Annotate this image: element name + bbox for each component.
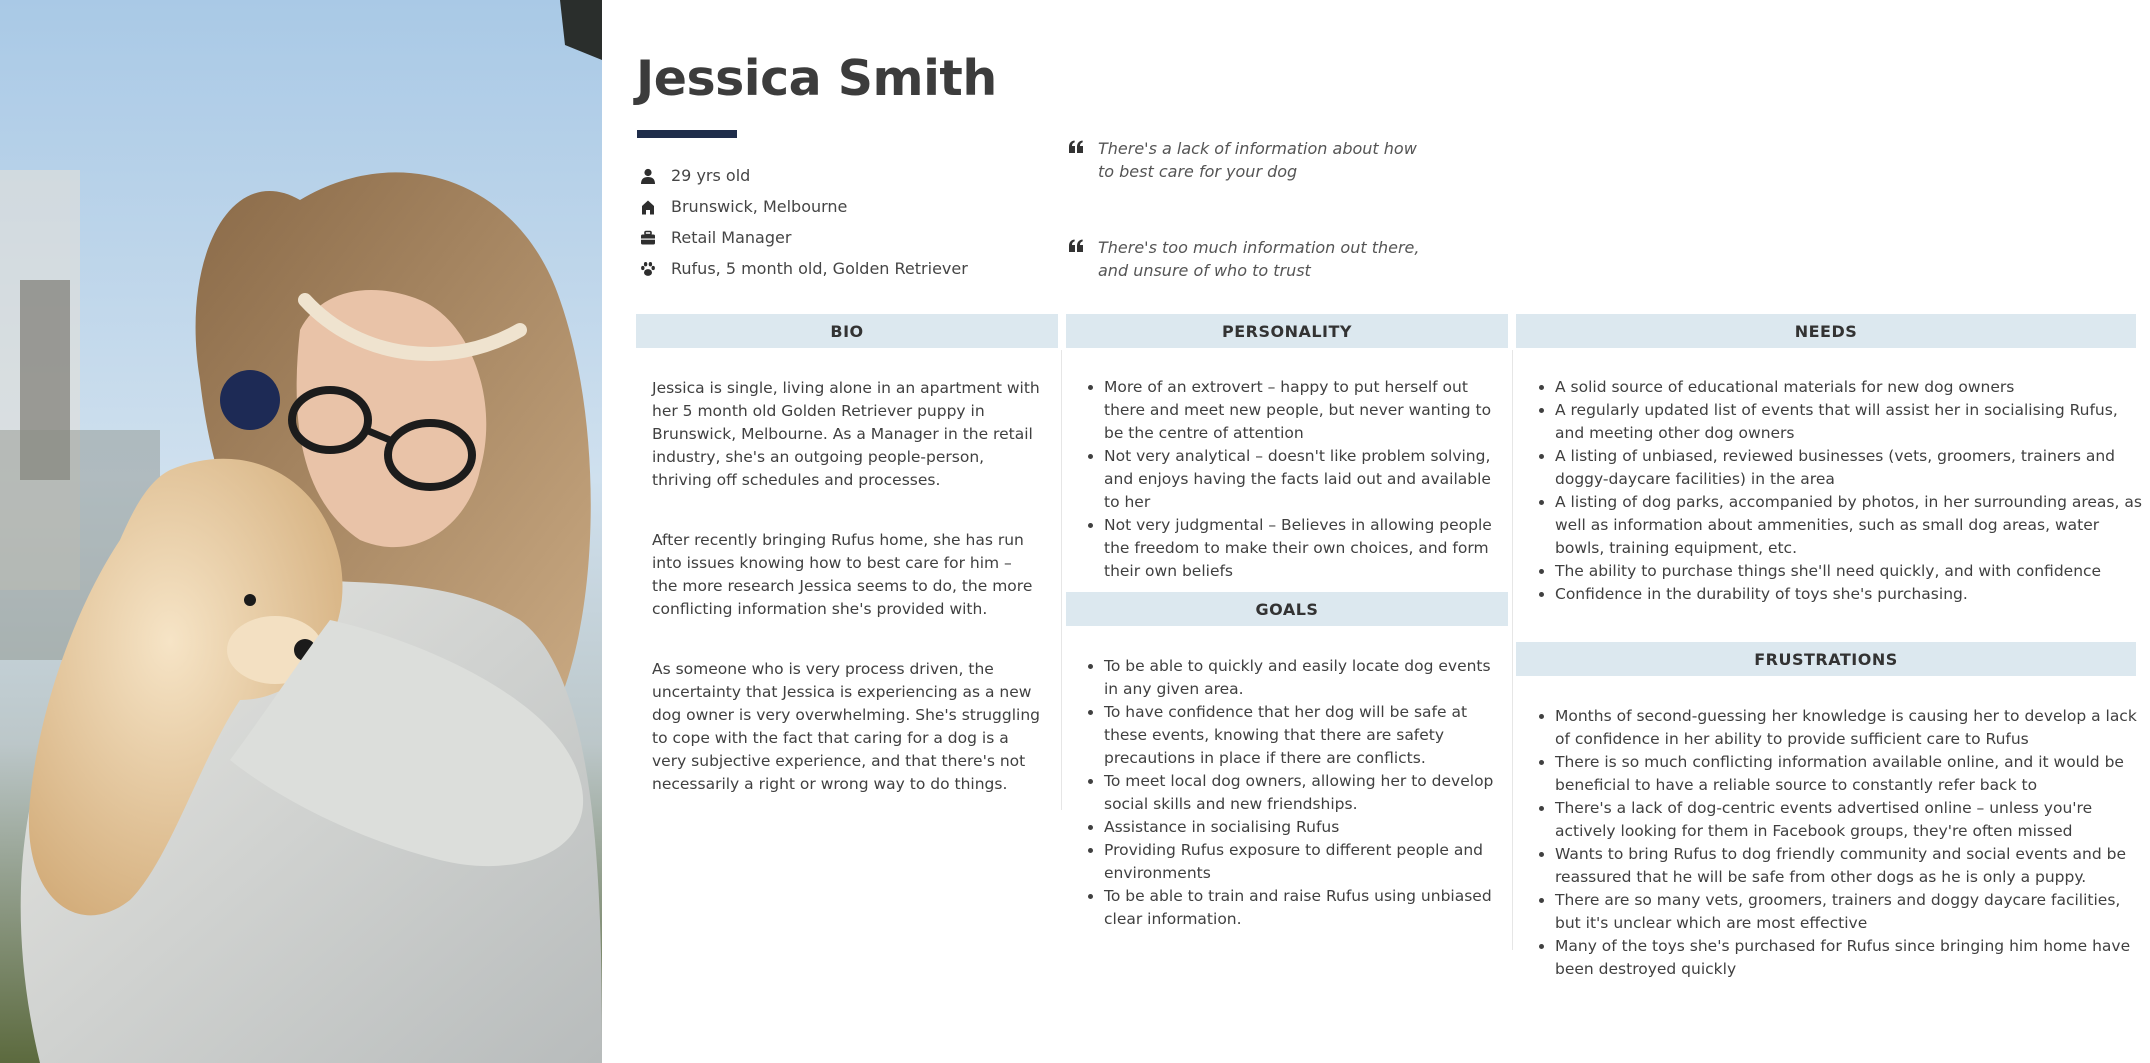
list-item: • There's a lack of dog-centric events advertised online – unless you're actively looking for them in Facebook groups, they're often missed: [1555, 797, 2145, 843]
frustrations-header: FRUSTRATIONS: [1516, 642, 2136, 676]
list-item: • To be able to train and raise Rufus using unbiased clear information.: [1104, 885, 1509, 931]
list-item: • A solid source of educational materials for new dog owners: [1555, 376, 2145, 399]
column-divider: [1512, 350, 1513, 950]
bio-paragraph: Jessica is single, living alone in an apartment with her 5 month old Golden Retriever puppy in Brunswick, Melbourne. As a Manager in the retail industry, she's an outgoing people-person, thriving off schedules and processes.: [652, 379, 1040, 489]
persona-name: Jessica Smith: [636, 50, 997, 107]
list-item: • Not very analytical – doesn't like problem solving, and enjoys having the facts laid out and available to her: [1104, 445, 1509, 514]
list-item: • The ability to purchase things she'll need quickly, and with confidence: [1555, 560, 2145, 583]
list-item: • A listing of unbiased, reviewed businesses (vets, groomers, trainers and doggy-daycare facilities) in the area: [1555, 445, 2145, 491]
needs-list: [1536, 376, 2145, 606]
goals-list: [1085, 655, 1509, 931]
list-item: • Providing Rufus exposure to different people and environments: [1104, 839, 1509, 885]
list-item: • Not very judgmental – Believes in allowing people the freedom to make their own choices, and form their own beliefs: [1104, 514, 1509, 583]
fact-age-text: 29 yrs old: [671, 166, 751, 185]
bio-section: [652, 377, 1042, 833]
bio-header: BIO: [636, 314, 1058, 348]
quote-mark-icon: [1068, 238, 1098, 282]
bio-paragraph: After recently bringing Rufus home, she has run into issues knowing how to best care for him – the more research Jessica seems to do, the more conflicting information she's provided with.: [652, 531, 1033, 618]
list-item: • Confidence in the durability of toys she's purchasing.: [1555, 583, 2145, 606]
needs-header: NEEDS: [1516, 314, 2136, 348]
list-item: • Many of the toys she's purchased for Rufus since bringing him home have been destroyed quickly: [1555, 935, 2145, 981]
fact-location-text: Brunswick, Melbourne: [671, 197, 848, 216]
column-divider: [1061, 350, 1062, 810]
fact-occupation-text: Retail Manager: [671, 228, 792, 247]
quote-2: [1068, 236, 1428, 282]
list-item: • Months of second-guessing her knowledge is causing her to develop a lack of confidence in her ability to provide sufficient care to Rufus: [1555, 705, 2145, 751]
list-item: • Wants to bring Rufus to dog friendly community and social events and be reassured that he will be safe from other dogs as he is only a puppy.: [1555, 843, 2145, 889]
quote-1-text: There's a lack of information about how to best care for your dog: [1098, 139, 1417, 181]
name-underline: [637, 130, 737, 138]
quote-mark-icon: [1068, 139, 1098, 183]
list-item: • A regularly updated list of events that will assist her in socialising Rufus, and meeting other dog owners: [1555, 399, 2145, 445]
bio-paragraph: As someone who is very process driven, the uncertainty that Jessica is experiencing as a new dog owner is very overwhelming. She's struggling to cope with the fact that caring for a dog is a very subjective experience, and that there's not necessarily a right or wrong way to do things.: [652, 660, 1040, 793]
frustrations-list: [1536, 705, 2145, 981]
list-item: • There is so much conflicting information available online, and it would be beneficial to have a reliable source to constantly refer back to: [1555, 751, 2145, 797]
persona-photo: [0, 0, 602, 1063]
fact-age: [638, 160, 968, 191]
list-item: • To meet local dog owners, allowing her to develop social skills and new friendships.: [1104, 770, 1509, 816]
personality-list: [1085, 376, 1509, 583]
person-icon: [638, 166, 657, 185]
fact-pet: [638, 253, 968, 284]
list-item: • To have confidence that her dog will be safe at these events, knowing that there are safety precautions in place if there are conflicts.: [1104, 701, 1509, 770]
quote-2-text: There's too much information out there, and unsure of who to trust: [1098, 238, 1420, 280]
list-item: • More of an extrovert – happy to put herself out there and meet new people, but never wanting to be the centre of attention: [1104, 376, 1509, 445]
paw-icon: [638, 259, 657, 278]
goals-header: GOALS: [1066, 592, 1508, 626]
list-item: • Assistance in socialising Rufus: [1104, 816, 1509, 839]
list-item: • To be able to quickly and easily locate dog events in any given area.: [1104, 655, 1509, 701]
fact-location: [638, 191, 968, 222]
list-item: • There are so many vets, groomers, trainers and doggy daycare facilities, but it's unclear which are most effective: [1555, 889, 2145, 935]
list-item: • A listing of dog parks, accompanied by photos, in her surrounding areas, as well as information about ammenities, such as small dog areas, water bowls, training equipment, etc.: [1555, 491, 2145, 560]
personality-header: PERSONALITY: [1066, 314, 1508, 348]
briefcase-icon: [638, 228, 657, 247]
fact-occupation: [638, 222, 968, 253]
persona-facts: [638, 160, 968, 284]
quote-1: [1068, 137, 1428, 183]
house-icon: [638, 197, 657, 216]
fact-pet-text: Rufus, 5 month old, Golden Retriever: [671, 259, 968, 278]
